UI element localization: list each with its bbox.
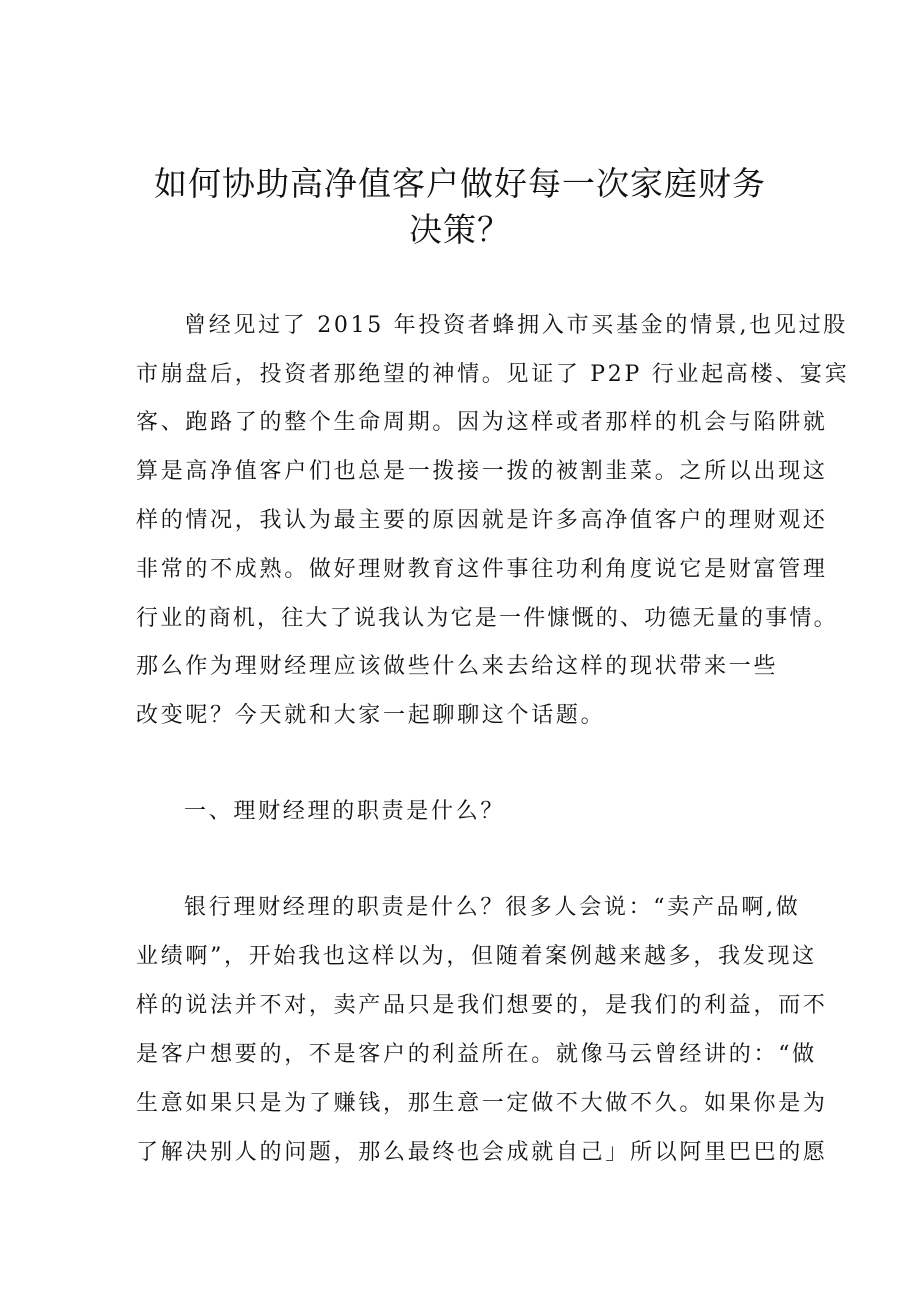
paragraph-1-line-2: 市崩盘后，投资者那绝望的神情。见证了 P2P 行业起高楼、宴宾 (136, 362, 850, 387)
paragraph-1-line-5: 样的情况，我认为最主要的原因就是许多高净值客户的理财观还 (136, 508, 828, 533)
paragraph-1-line-9: 改变呢？今天就和大家一起聊聊这个话题。 (136, 703, 606, 728)
document-title-line-2: 决策？ (409, 210, 511, 249)
document-title-line-1: 如何协助高净值客户做好每一次家庭财务 (154, 164, 766, 203)
paragraph-2-line-1: 银行理财经理的职责是什么？很多人会说：“卖产品啊,做 (184, 895, 801, 920)
paragraph-2-line-2: 业绩啊”，开始我也这样以为，但随着案例越来越多，我发现这 (136, 944, 817, 969)
paragraph-1-line-3: 客、跑路了的整个生命周期。因为这样或者那样的机会与陷阱就 (136, 410, 828, 435)
paragraph-1-line-1: 曾经见过了 2015 年投资者蜂拥入市买基金的情景,也见过股 (184, 313, 848, 338)
paragraph-2-line-6: 了解决别人的问题，那么最终也会成就自己」所以阿里巴巴的愿 (136, 1140, 828, 1165)
paragraph-2-line-3: 样的说法并不对，卖产品只是我们想要的，是我们的利益，而不 (136, 993, 828, 1018)
paragraph-1-line-8: 那么作为理财经理应该做些什么来去给这样的现状带来一些 (136, 654, 779, 679)
paragraph-2-line-4: 是客户想要的，不是客户的利益所在。就像马云曾经讲的：“做 (136, 1042, 817, 1067)
paragraph-1-line-4: 算是高净值客户们也总是一拨接一拨的被割韭菜。之所以出现这 (136, 459, 828, 484)
paragraph-1-line-7: 行业的商机，往大了说我认为它是一件慷慨的、功德无量的事情。 (136, 606, 838, 631)
paragraph-2-line-5: 生意如果只是为了赚钱，那生意一定做不大做不久。如果你是为 (136, 1091, 828, 1116)
paragraph-1-line-6: 非常的不成熟。做好理财教育这件事往功利角度说它是财富管理 (136, 557, 828, 582)
section-heading-1: 一、理财经理的职责是什么？ (184, 799, 506, 824)
